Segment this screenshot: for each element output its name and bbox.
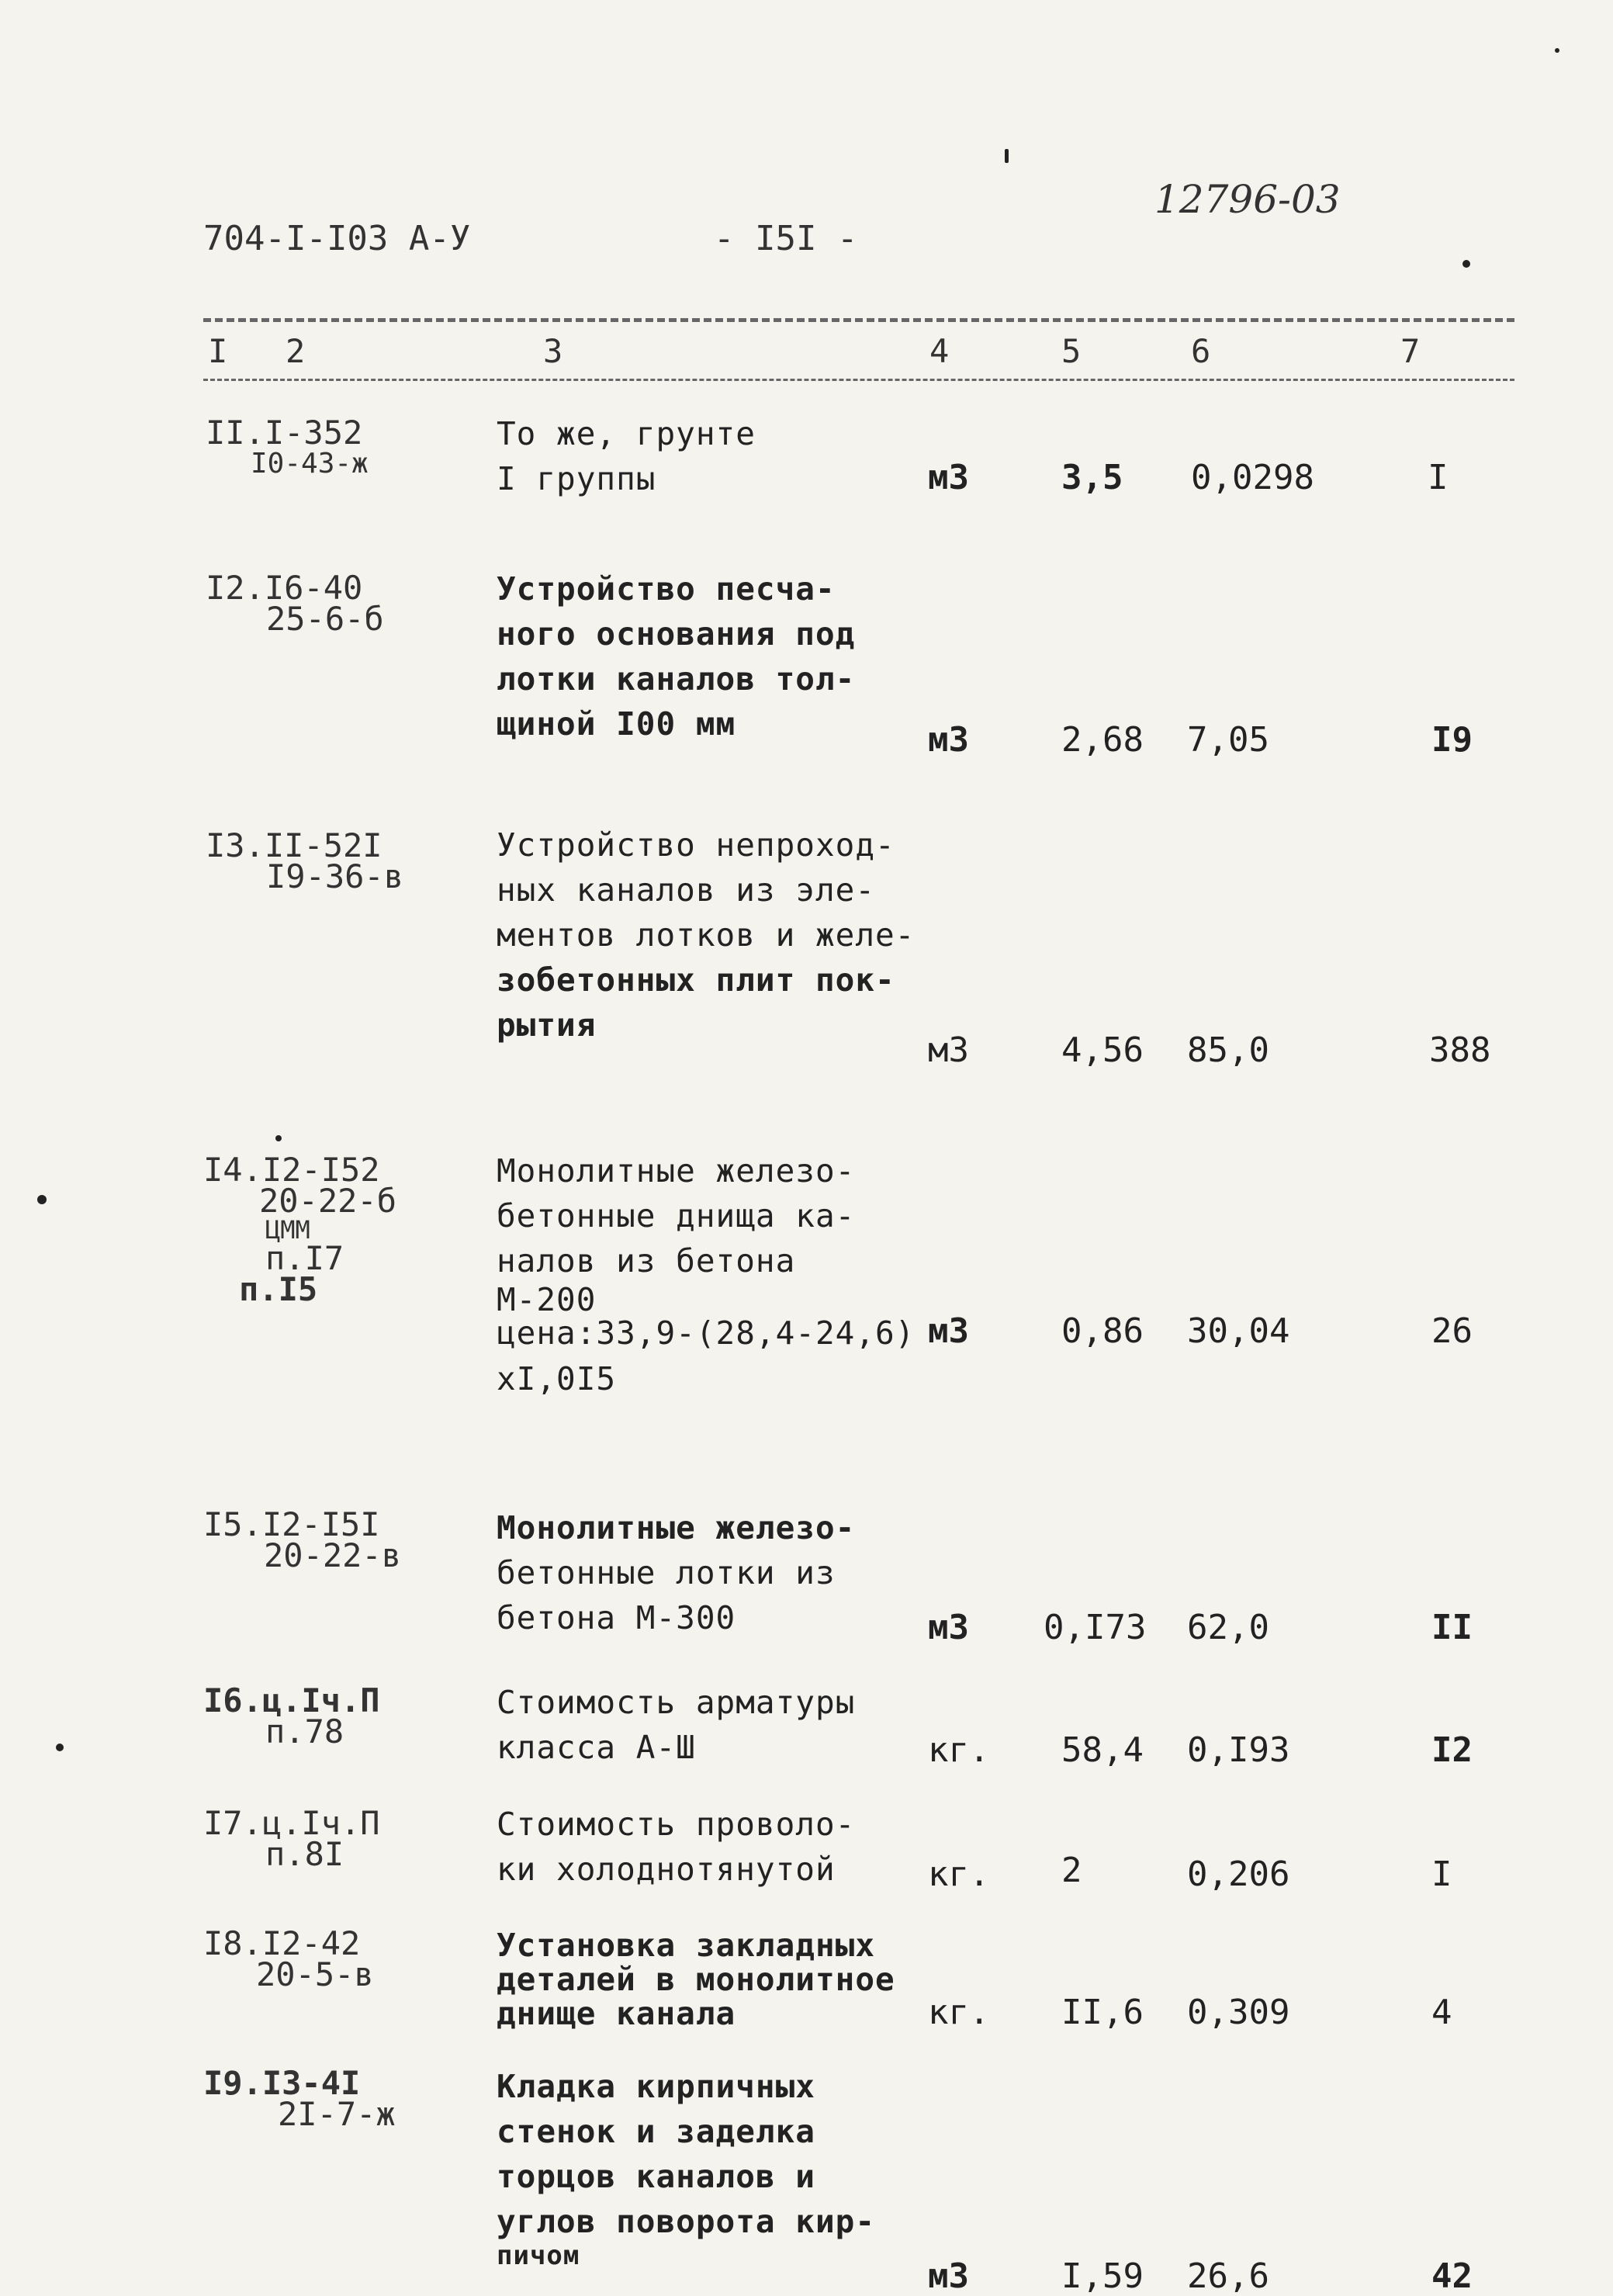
row-13-unit: м3	[928, 1030, 969, 1070]
row-17-unit: кг.	[928, 1854, 990, 1894]
row-18-description: Установка закладных деталей в монолитное днище канала	[497, 1927, 895, 2032]
row-19-description: Кладка кирпичных стенок и заделка торцов каналов и углов поворота кир- пичом	[497, 2068, 875, 2271]
row-17-description: Стоимость проволо- ки холоднотянутой	[497, 1806, 856, 1888]
column-number-6: 6	[1191, 332, 1211, 370]
row-14-code: I4.I2-I52 20-22-б ЦММ п.I7 п.I5	[203, 1151, 397, 1308]
row-11-quantity: 3,5	[1061, 458, 1123, 497]
row-17-total: I	[1431, 1854, 1452, 1894]
row-14-price: 30,04	[1187, 1311, 1290, 1351]
column-number-5: 5	[1061, 332, 1082, 370]
header-rule	[203, 318, 1514, 322]
row-19-price: 26,6	[1187, 2256, 1269, 2296]
document-code: 704-I-I03 А-У	[203, 219, 471, 258]
row-14-quantity: 0,86	[1061, 1311, 1144, 1351]
column-number-2: 2	[286, 332, 306, 370]
row-18-code: I8.I2-42 20-5-в	[203, 1924, 374, 1993]
row-15-total: II	[1431, 1608, 1473, 1647]
row-19-total: 42	[1431, 2256, 1473, 2296]
row-11-total: I	[1428, 458, 1449, 497]
row-12-description: Устройство песча- ного основания под лотки каналов тол- щиной I00 мм	[497, 570, 856, 743]
row-16-quantity: 58,4	[1061, 1730, 1144, 1770]
scan-speck	[56, 1744, 64, 1751]
row-13-code: I3.II-52I I9-36-в	[206, 826, 404, 895]
row-16-description: Стоимость арматуры класса А-Ш	[497, 1684, 856, 1766]
column-number-7: 7	[1400, 332, 1421, 370]
row-17-price: 0,206	[1187, 1854, 1290, 1894]
row-14-description: Монолитные железо- бетонные днища ка- налов из бетона М-200 цена:33,9-(28,4-24,6) xI,0I5	[497, 1152, 916, 1397]
row-11-code: II.I-352 I0-43-ж	[206, 414, 369, 480]
row-15-description: Монолитные железо- бетонные лотки из бетона М-300	[497, 1509, 856, 1636]
row-17-code: I7.ц.Iч.П п.8I	[203, 1804, 380, 1873]
scan-speck	[1005, 149, 1009, 163]
row-18-price: 0,309	[1187, 1993, 1290, 2032]
row-18-unit: кг.	[928, 1993, 990, 2032]
row-17-quantity: 2	[1061, 1851, 1082, 1890]
scan-speck	[37, 1195, 47, 1204]
row-13-description: Устройство непроход- ных каналов из эле- ментов лотков и желе- зобетонных плит пок- рытия	[497, 826, 916, 1044]
row-14-total: 26	[1431, 1311, 1473, 1351]
row-12-price: 7,05	[1187, 720, 1269, 760]
row-13-total: 388	[1429, 1030, 1491, 1070]
row-14-unit: м3	[928, 1311, 969, 1351]
column-number-3: 3	[543, 332, 563, 370]
column-number-rule	[203, 379, 1514, 381]
row-18-total: 4	[1431, 1993, 1452, 2032]
scan-speck	[275, 1135, 282, 1141]
row-16-code: I6.ц.Iч.П п.78	[203, 1681, 380, 1751]
row-18-quantity: II,6	[1061, 1993, 1144, 2032]
handwritten-number: 12796-03	[1154, 177, 1341, 222]
row-15-unit: м3	[928, 1608, 969, 1647]
scan-speck	[1462, 260, 1470, 268]
row-11-price: 0,0298	[1191, 458, 1314, 497]
row-11-description: То же, грунте I группы	[497, 415, 756, 497]
row-12-code: I2.I6-40 25-6-б	[206, 569, 384, 638]
row-15-price: 62,0	[1187, 1608, 1269, 1647]
row-15-quantity: 0,I73	[1044, 1608, 1147, 1647]
scan-speck	[1555, 48, 1559, 53]
row-13-price: 85,0	[1187, 1030, 1269, 1070]
row-12-quantity: 2,68	[1061, 720, 1144, 760]
row-19-quantity: I,59	[1061, 2256, 1144, 2296]
row-12-total: I9	[1431, 720, 1473, 760]
page-number: - I5I -	[714, 219, 858, 258]
row-13-quantity: 4,56	[1061, 1030, 1144, 1070]
column-number-4: 4	[929, 332, 950, 370]
row-16-total: I2	[1431, 1730, 1473, 1770]
row-16-price: 0,I93	[1187, 1730, 1290, 1770]
row-19-code: I9.I3-4I 2I-7-ж	[203, 2064, 396, 2133]
column-number-1: I	[208, 332, 228, 370]
row-12-unit: м3	[928, 720, 969, 760]
row-15-code: I5.I2-I5I 20-22-в	[203, 1505, 402, 1574]
row-16-unit: кг.	[928, 1730, 990, 1770]
row-11-unit: м3	[928, 458, 969, 497]
row-19-unit: м3	[928, 2256, 969, 2296]
